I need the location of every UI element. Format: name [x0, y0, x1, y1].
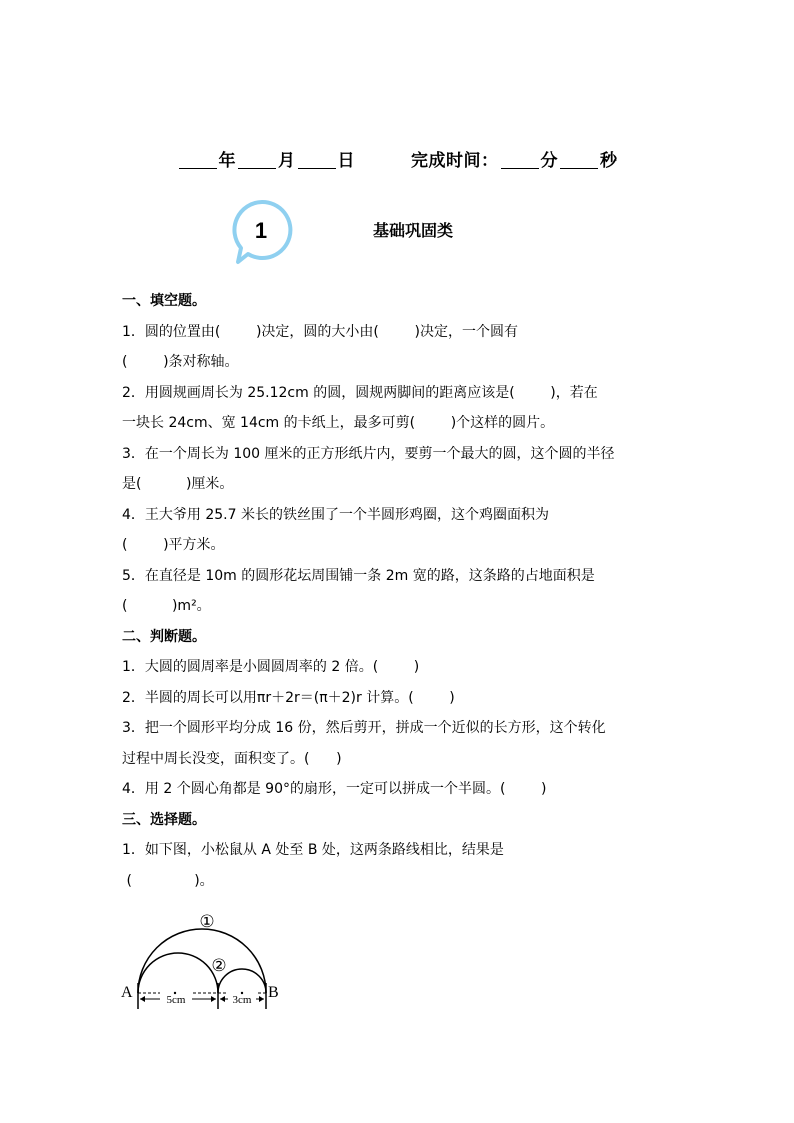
question-line: 是( )厘米。	[122, 476, 234, 492]
question-line: 2．用圆规画周长为 25.12cm 的圆，圆规两脚间的距离应该是( )，若在	[122, 384, 598, 401]
question-line: 1．如下图，小松鼠从 A 处至 B 处，这两条路线相比，结果是	[122, 842, 504, 858]
left-small-semicircle	[138, 953, 218, 993]
question-line: 4．用 2 个圆心角都是 90°的扇形，一定可以拼成一个半圆。( )	[122, 781, 547, 797]
badge-number: 1	[254, 218, 268, 243]
question-line: 一块长 24cm、宽 14cm 的卡纸上，最多可剪( )个这样的圆片。	[122, 415, 555, 431]
question-line: 5．在直径是 10m 的圆形花坛周围铺一条 2m 宽的路，这条路的占地面积是	[122, 567, 595, 584]
day-blank[interactable]	[298, 150, 336, 169]
route-1-label: ①	[199, 912, 215, 932]
question-line: 3．把一个圆形平均分成 16 份，然后剪开，拼成一个近似的长方形，这个转化	[122, 720, 606, 736]
minute-blank[interactable]	[501, 150, 539, 169]
question-line: 3．在一个周长为 100 厘米的正方形纸片内，要剪一个最大的圆，这个圆的半径	[122, 445, 615, 462]
month-blank[interactable]	[238, 150, 276, 169]
semicircle-route-figure	[118, 905, 293, 1015]
question-line: 1．大圆的圆周率是小圆圆周率的 2 倍。( )	[122, 659, 420, 675]
second-blank[interactable]	[560, 150, 598, 169]
question-line: ( )m²。	[122, 598, 211, 614]
speech-bubble-badge	[230, 198, 294, 268]
section-title: 基础巩固类	[373, 221, 454, 240]
second-label: 秒	[600, 151, 618, 171]
section-heading-choice: 三、选择题。	[122, 811, 206, 828]
question-line: ( )条对称轴。	[122, 354, 239, 370]
question-line: ( )。	[122, 872, 214, 889]
dim-label-1: 5cm	[166, 994, 186, 1006]
section-heading-judge: 二、判断题。	[122, 628, 206, 645]
minute-label: 分	[540, 151, 558, 171]
dim-label-2: 3cm	[232, 994, 252, 1006]
question-line: ( )平方米。	[122, 537, 225, 553]
year-label: 年	[218, 151, 236, 171]
question-line: 1．圆的位置由( )决定，圆的大小由( )决定，一个圆有	[122, 323, 518, 340]
date-time-header	[0, 146, 794, 171]
route-2-label: ②	[211, 956, 227, 976]
section-heading-fill: 一、填空题。	[122, 293, 206, 309]
month-label: 月	[278, 151, 296, 171]
question-line: 4．王大爷用 25.7 米长的铁丝围了一个半圆形鸡圈，这个鸡圈面积为	[122, 506, 549, 523]
point-a-label: A	[121, 984, 133, 1001]
year-blank[interactable]	[179, 150, 217, 169]
question-line: 2．半圆的周长可以用πr＋2r＝(π＋2)r 计算。( )	[122, 689, 455, 706]
question-content	[122, 286, 682, 896]
time-label: 完成时间：	[411, 151, 499, 171]
day-label: 日	[337, 151, 355, 171]
question-line: 过程中周长没变，面积变了。( )	[122, 750, 342, 767]
point-b-label: B	[268, 984, 279, 1001]
